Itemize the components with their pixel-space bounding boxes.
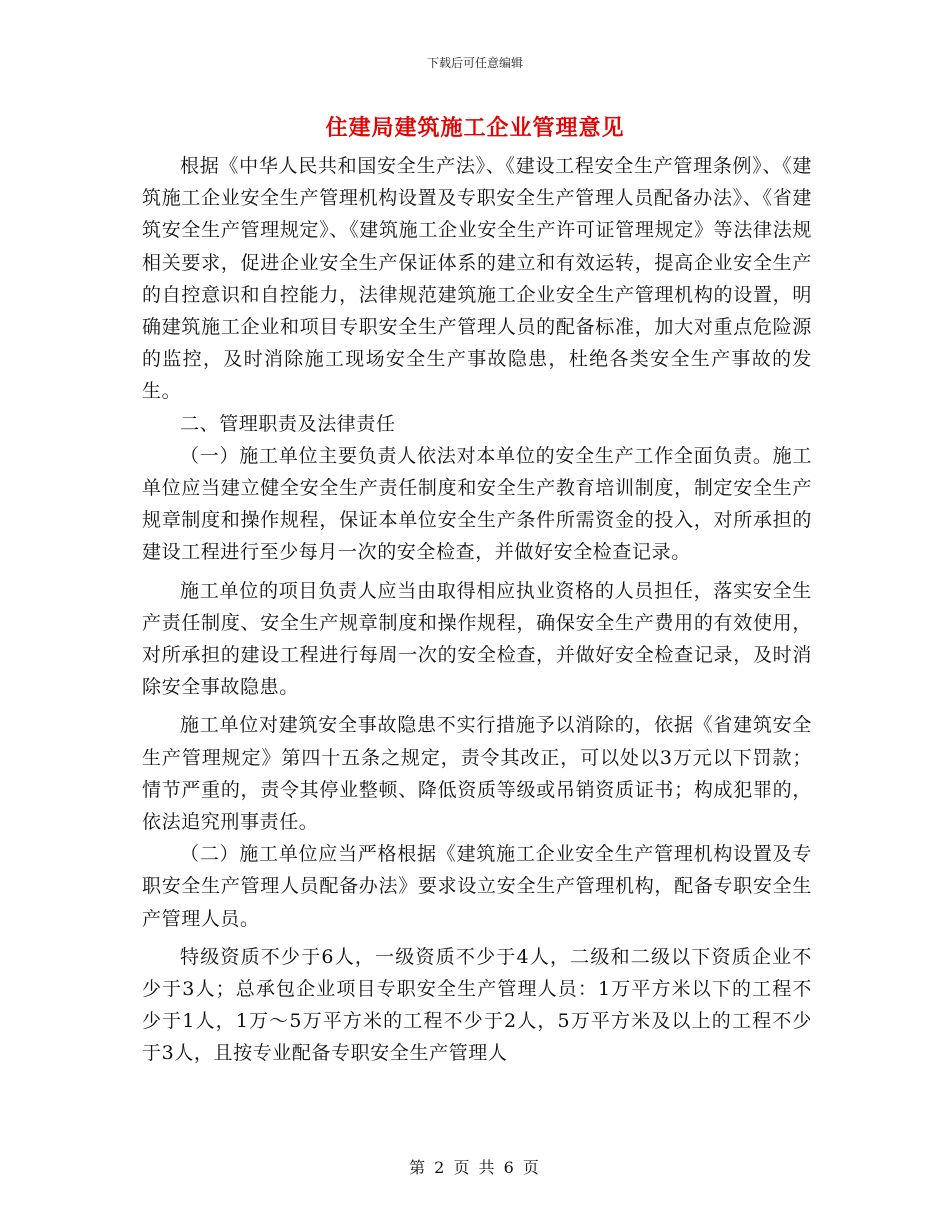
document-title: 住建局建筑施工企业管理意见 bbox=[325, 115, 625, 141]
header-note: 下载后可任意编辑 bbox=[426, 56, 523, 70]
section-heading: 二、管理职责及法律责任 bbox=[180, 412, 396, 435]
page-footer: 第 2 页 共 6 页 bbox=[409, 1158, 541, 1177]
paragraph-penalty: 施工单位对建筑安全事故隐患不实行措施予以消除的，依据《省建筑安全生产管理规定》第四十五条之规定，责令其改正，可以处以3万元以下罚款；情节严重的，责令其停业整顿、降低资质等级或吊销资质证书；构成犯罪的，依法追究刑事责任。 bbox=[142, 714, 812, 834]
document-body bbox=[142, 150, 812, 1070]
paragraph-item-1: （一）施工单位主要负责人依法对本单位的安全生产工作全面负责。施工单位应当建立健全安全生产责任制度和安全生产教育培训制度，制定安全生产规章制度和操作规程，保证本单位安全生产条件所需资金的投入，对所承担的建设工程进行至少每月一次的安全检查，并做好安全检查记录。 bbox=[142, 444, 812, 564]
paragraph-staffing: 特级资质不少于6人，一级资质不少于4人，二级和二级以下资质企业不少于3人；总承包企业项目专职安全生产管理人员：1万平方米以下的工程不少于1人，1万～5万平方米的工程不少于2人，5万平方米及以上的工程不少于3人，且按专业配备专职安全生产管理人 bbox=[142, 945, 812, 1065]
paragraph-intro: 根据《中华人民共和国安全生产法》、《建设工程安全生产管理条例》、《建筑施工企业安全生产管理机构设置及专职安全生产管理人员配备办法》、《省建筑安全生产管理规定》、《建筑施工企业安全生产许可证管理规定》等法律法规相关要求，促进企业安全生产保证体系的建立和有效运转，提高企业安全生产的自控意识和自控能力，法律规范建筑施工企业安全生产管理机构的设置，明确建筑施工企业和项目专职安全生产管理人员的配备标准，加大对重点危险源的监控，及时消除施工现场安全生产事故隐患，杜绝各类安全生产事故的发生。 bbox=[142, 155, 812, 403]
paragraph-project-leader: 施工单位的项目负责人应当由取得相应执业资格的人员担任，落实安全生产责任制度、安全生产规章制度和操作规程，确保安全生产费用的有效使用，对所承担的建设工程进行每周一次的安全检查，并做好安全检查记录，及时消除安全事故隐患。 bbox=[142, 579, 812, 699]
paragraph-item-2: （二）施工单位应当严格根据《建筑施工企业安全生产管理机构设置及专职安全生产管理人员配备办法》要求设立安全生产管理机构，配备专职安全生产管理人员。 bbox=[142, 843, 812, 930]
